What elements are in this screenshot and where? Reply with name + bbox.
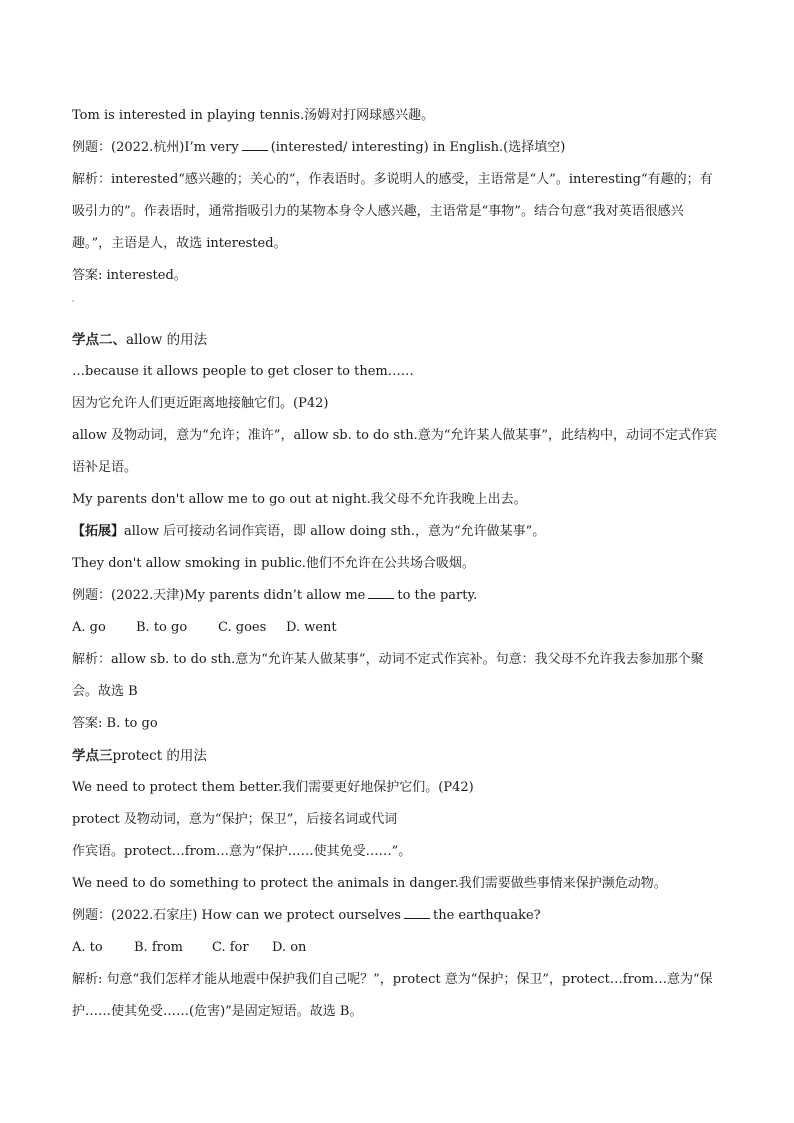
option-c: C. goes bbox=[218, 620, 267, 635]
usage-explanation: protect 及物动词，意为“保护；保卫”，后接名词或代词 bbox=[72, 812, 398, 827]
quote-translation: 因为它允许人们更近距离地接触它们。(P42) bbox=[72, 396, 329, 411]
exercise-question: 例题：(2022.石家庄) How can we protect ourselves the earthquake? bbox=[72, 908, 541, 923]
answer-line: 答案: interested。 bbox=[72, 268, 187, 283]
option-a: A. to bbox=[72, 940, 103, 955]
option-d: D. went bbox=[286, 620, 337, 635]
extension-example: They don't allow smoking in public.他们不允许在公共场合吸烟。 bbox=[72, 556, 475, 571]
option-d: D. on bbox=[272, 940, 307, 955]
option-c: C. for bbox=[212, 940, 249, 955]
usage-explanation-cont: 作宾语。protect…from…意为“保护……使其免受……”。 bbox=[72, 844, 412, 859]
example-sentence: My parents don't allow me to go out at night.我父母不允许我晚上出去。 bbox=[72, 492, 527, 507]
answer-options bbox=[72, 612, 722, 644]
usage-explanation: allow 及物动词，意为“允许；准许”，allow sb. to do sth.意为“允许某人做某事”，此结构中，动词不定式作宾语补足语。 bbox=[72, 428, 718, 475]
answer-blank bbox=[368, 586, 394, 599]
example-sentence: We need to do something to protect the animals in danger.我们需要做些事情来保护濒危动物。 bbox=[72, 876, 667, 891]
extension-note: 【拓展】allow 后可接动名词作宾语，即 allow doing sth.，意为“允许做某事”。 bbox=[72, 524, 546, 539]
option-b: B. from bbox=[134, 940, 183, 955]
answer-line: 答案: B. to go bbox=[72, 716, 158, 731]
option-a: A. go bbox=[72, 620, 106, 635]
exercise-question: 例题：(2022.杭州)I’m very (interested/ interesting) in English.(选择填空) bbox=[72, 140, 566, 155]
spacer bbox=[72, 292, 722, 324]
exercise-question: 例题：(2022.天津)My parents didn’t allow me to the party. bbox=[72, 588, 478, 603]
example-sentence: Tom is interested in playing tennis.汤姆对打网球感兴趣。 bbox=[72, 108, 435, 123]
textbook-quote: …because it allows people to get closer to them…… bbox=[72, 364, 414, 379]
answer-options bbox=[72, 932, 722, 964]
analysis-paragraph: 解析：allow sb. to do sth.意为“允许某人做某事”，动词不定式作宾补。句意：我父母不允许我去参加那个聚会。故选 B bbox=[72, 652, 704, 699]
answer-blank bbox=[404, 906, 430, 919]
analysis-paragraph: 解析：interested“感兴趣的；关心的”，作表语时。多说明人的感受，主语常是“人”。interesting“有趣的；有吸引力的”。作表语时，通常指吸引力的某物本身令人感兴趣，主语常是“事物”。结合句意“我对英语很感兴趣。”，主语是人，故选 interested。 bbox=[72, 172, 713, 251]
textbook-quote: We need to protect them better.我们需要更好地保护它们。(P42) bbox=[72, 780, 474, 795]
document-page bbox=[72, 100, 722, 1028]
option-b: B. to go bbox=[136, 620, 188, 635]
analysis-paragraph: 解析: 句意“我们怎样才能从地震中保护我们自己呢？”，protect 意为“保护；保卫”，protect…from…意为“保护……使其免受……(危害)”是固定短语。故选 B。 bbox=[72, 972, 713, 1019]
section-heading: 学点三protect 的用法 bbox=[72, 748, 207, 764]
section-heading: 学点二、allow 的用法 bbox=[72, 332, 208, 348]
answer-blank bbox=[242, 138, 268, 151]
